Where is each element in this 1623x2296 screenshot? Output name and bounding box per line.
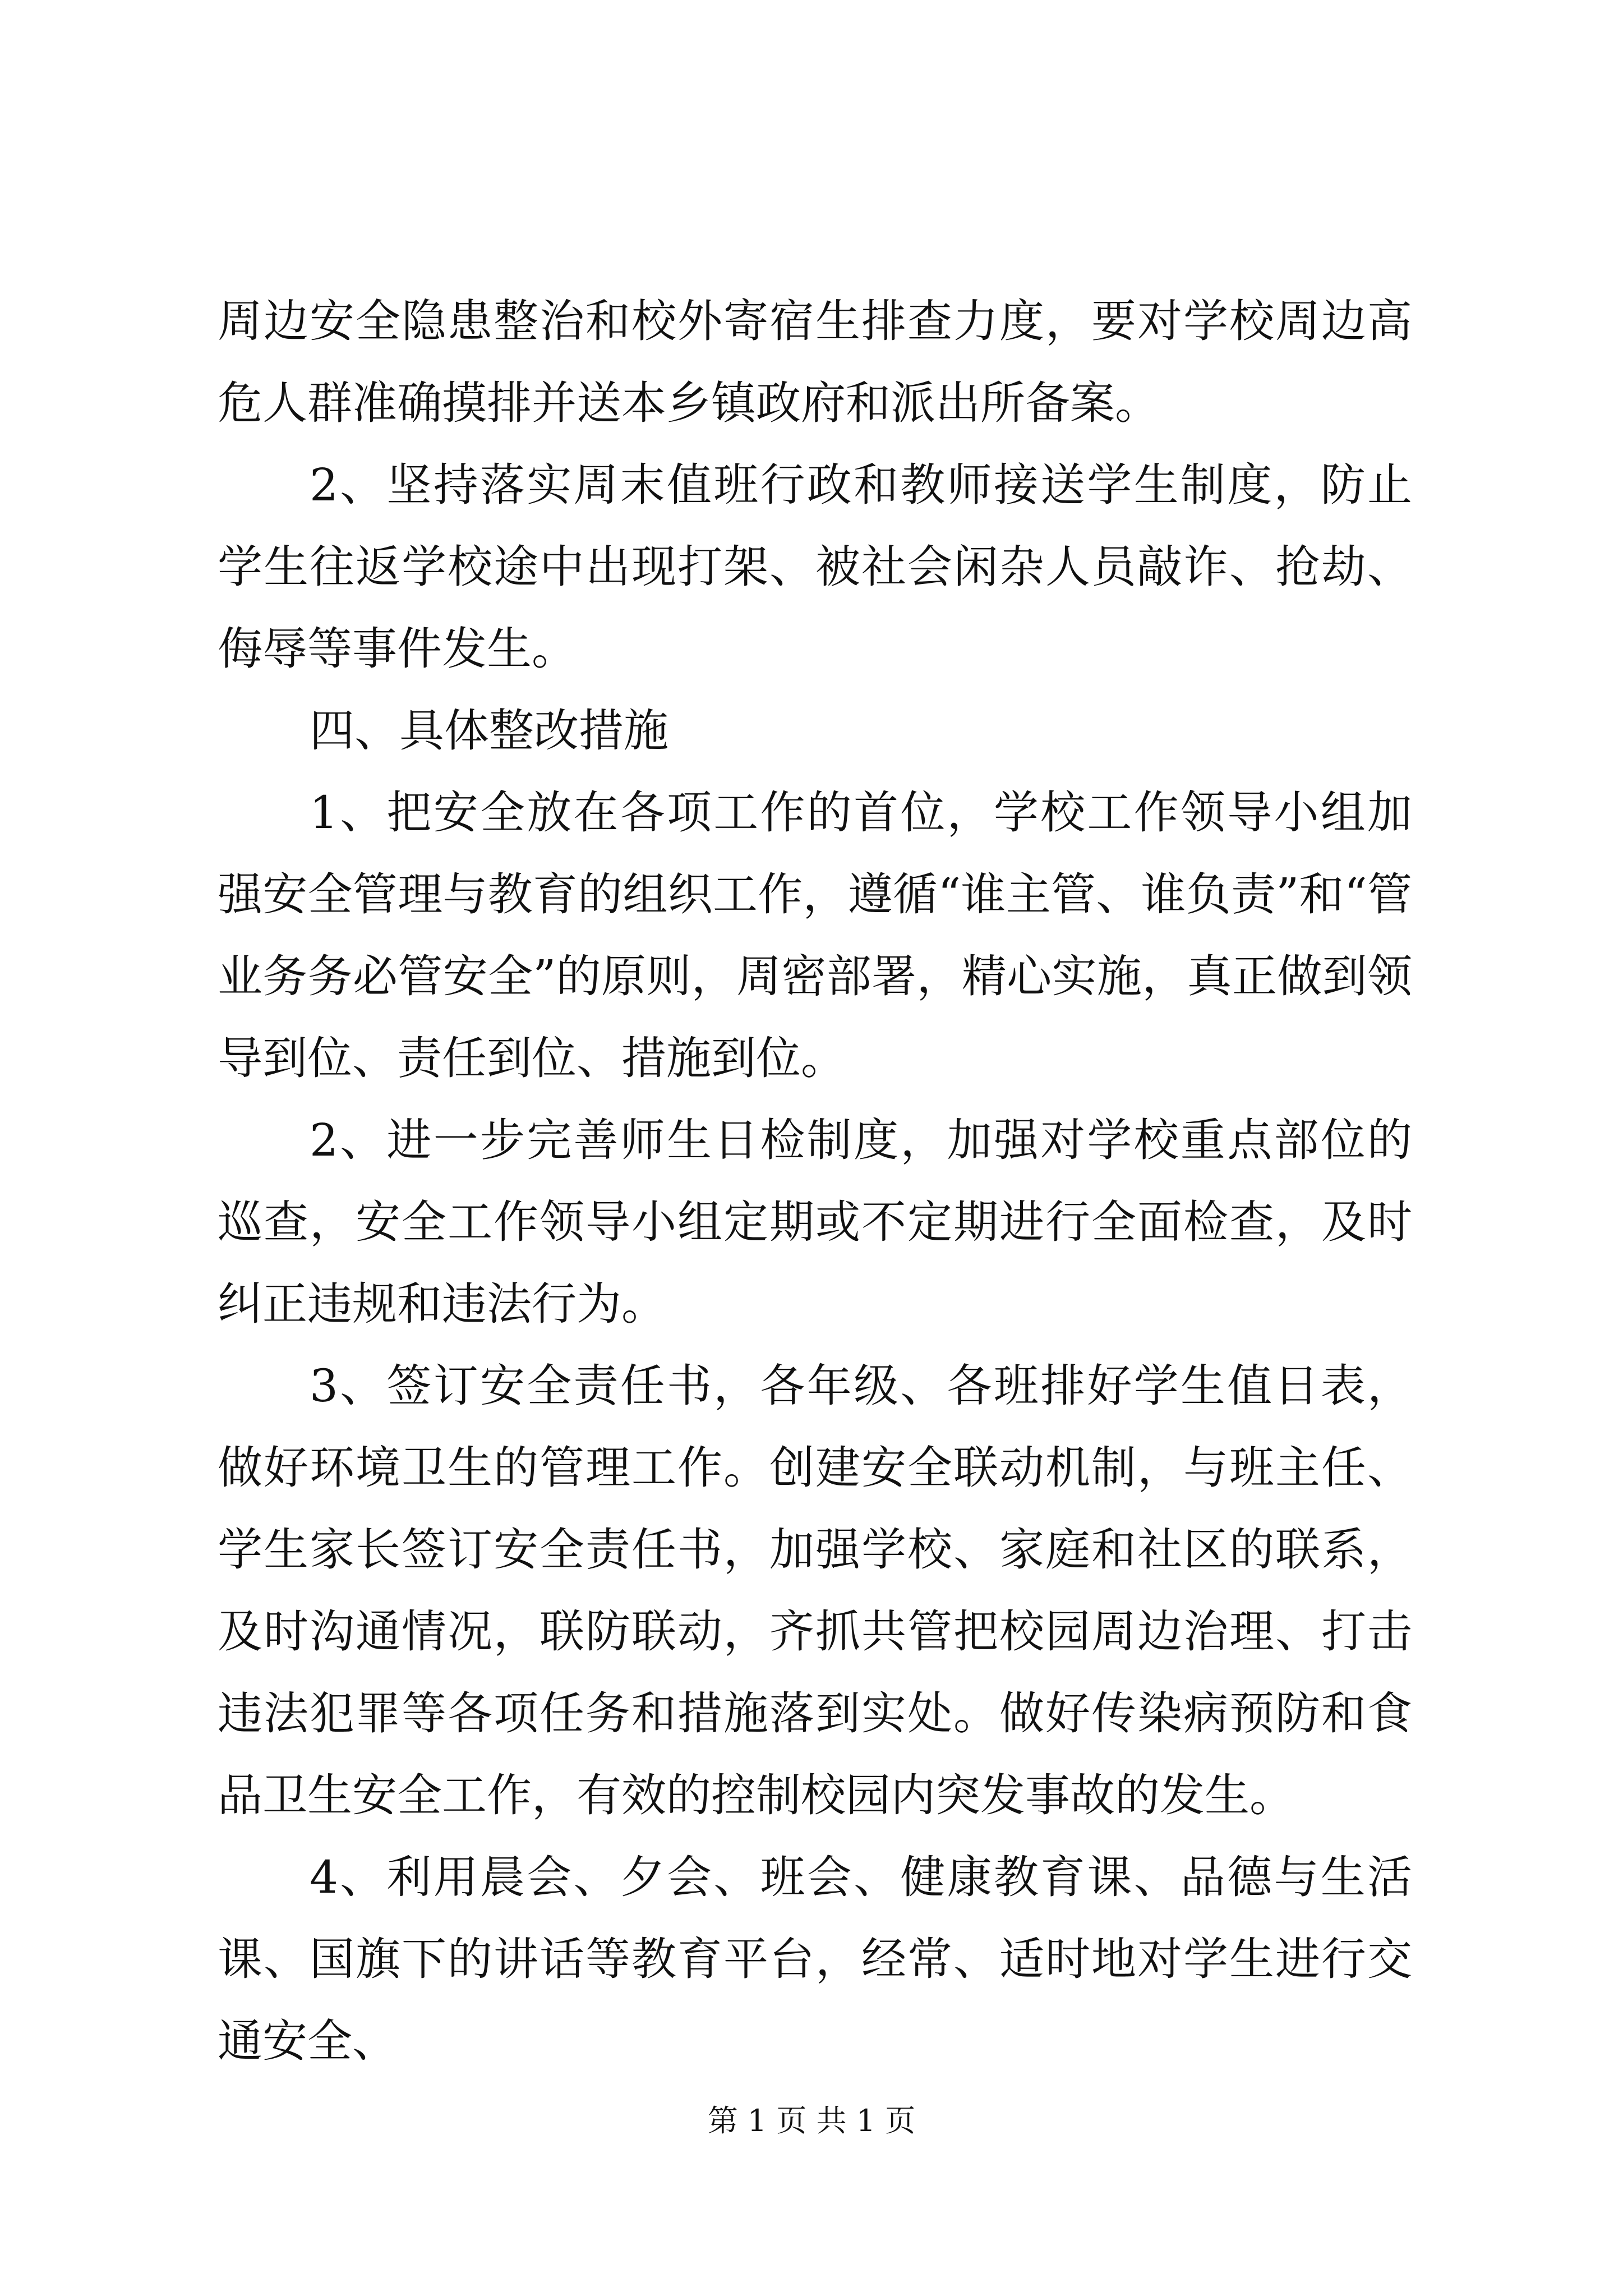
paragraph-measure-1: 1、把安全放在各项工作的首位，学校工作领导小组加强安全管理与教育的组织工作，遵循“谁主管、谁负责”和“管业务务必管安全”的原则，周密部署，精心实施，真正做到领导到位、责任到位、措施到位。 (218, 786, 1412, 1084)
document-body (218, 280, 1412, 2082)
section-heading-4: 四、具体整改措施 (310, 705, 668, 757)
paragraph-item-2-weekend-duty: 2、坚持落实周末值班行政和教师接送学生制度，防止学生往返学校途中出现打架、被社会闲杂人员敲诈、抢劫、侮辱等事件发生。 (218, 459, 1412, 675)
page-footer: 第 1 页 共 1 页 (707, 2103, 916, 2138)
paragraph-measure-2: 2、进一步完善师生日检制度，加强对学校重点部位的巡查，安全工作领导小组定期或不定期进行全面检查，及时纠正违规和违法行为。 (218, 1114, 1412, 1330)
paragraph-measure-4: 4、利用晨会、夕会、班会、健康教育课、品德与生活课、国旗下的讲话等教育平台，经常、适时地对学生进行交通安全、 (218, 1851, 1412, 2067)
paragraph-continuation: 周边安全隐患整治和校外寄宿生排查力度，要对学校周边高危人群准确摸排并送本乡镇政府和派出所备案。 (218, 295, 1412, 429)
paragraph-measure-3: 3、签订安全责任书，各年级、各班排好学生值日表，做好环境卫生的管理工作。创建安全联动机制，与班主任、学生家长签订安全责任书，加强学校、家庭和社区的联系，及时沟通情况，联防联动，齐抓共管把校园周边治理、打击违法犯罪等各项任务和措施落到实处。做好传染病预防和食品卫生安全工作，有效的控制校园内突发事故的发生。 (218, 1360, 1412, 1821)
